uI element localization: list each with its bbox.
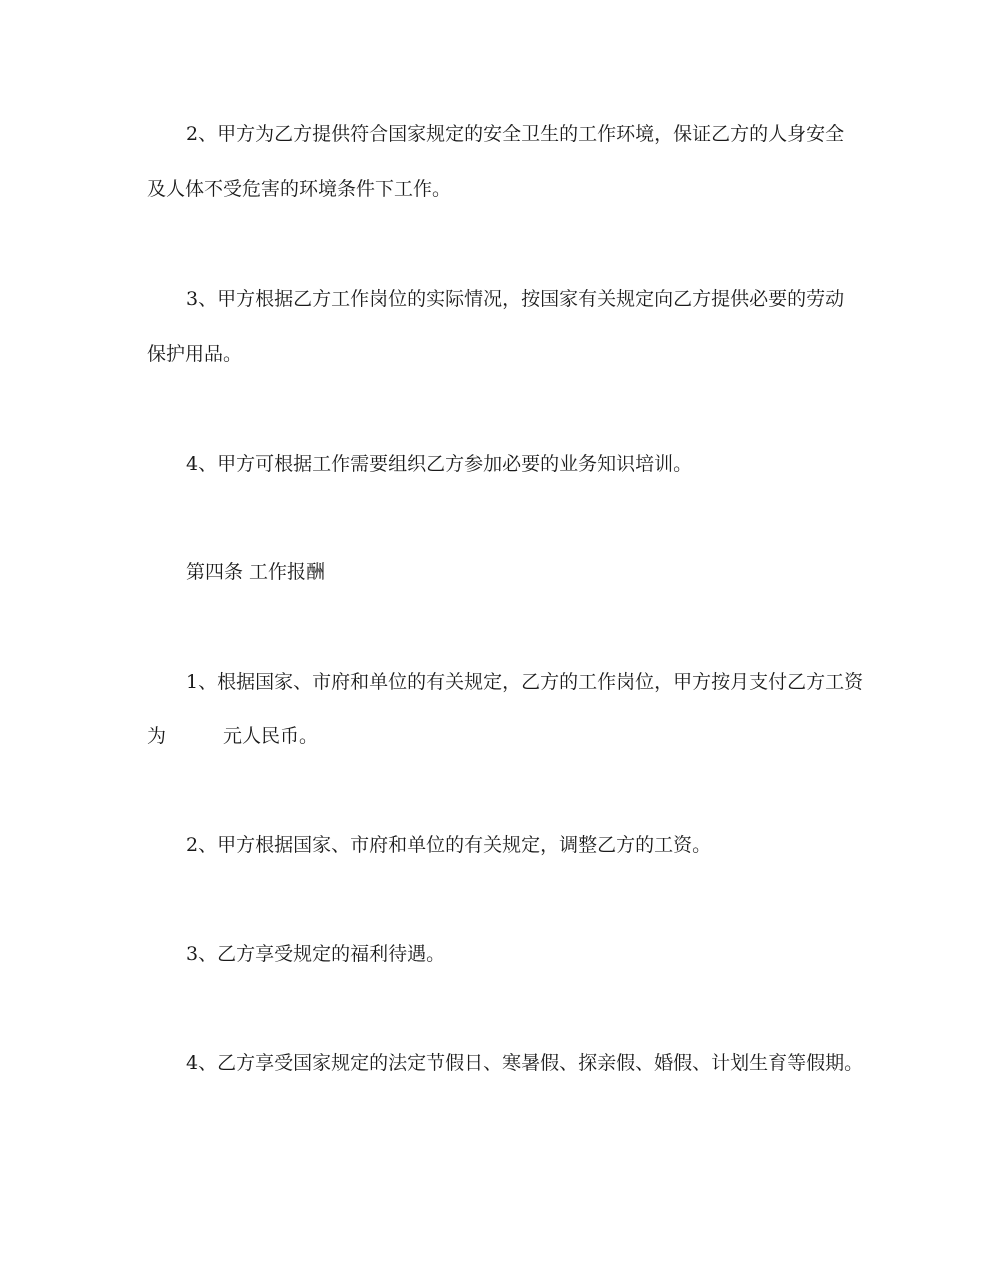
paragraph-4-holidays: 4、乙方享受国家规定的法定节假日、寒暑假、探亲假、婚假、计划生育等假期。 [186, 1052, 864, 1074]
salary-suffix: 元人民币。 [223, 725, 319, 747]
section-heading-article-4: 第四条 工作报酬 [186, 561, 326, 583]
paragraph-2-adjust: 2、甲方根据国家、市府和单位的有关规定，调整乙方的工资。 [186, 834, 712, 856]
salary-prefix: 为 [147, 725, 167, 747]
paragraph-3-protection-line-1: 3、甲方根据乙方工作岗位的实际情况，按国家有关规定向乙方提供必要的劳动 [186, 288, 845, 310]
paragraph-4-training: 4、甲方可根据工作需要组织乙方参加必要的业务知识培训。 [186, 453, 693, 475]
paragraph-1-salary-line-1: 1、根据国家、市府和单位的有关规定，乙方的工作岗位，甲方按月支付乙方工资 [186, 671, 864, 693]
paragraph-1-salary-line-2 [147, 727, 318, 746]
paragraph-3-protection-line-2: 保护用品。 [147, 343, 243, 365]
paragraph-3-welfare: 3、乙方享受规定的福利待遇。 [186, 943, 446, 965]
paragraph-2-safety-line-2: 及人体不受危害的环境条件下工作。 [147, 178, 452, 200]
paragraph-2-safety-line-1: 2、甲方为乙方提供符合国家规定的安全卫生的工作环境，保证乙方的人身安全 [186, 123, 845, 145]
